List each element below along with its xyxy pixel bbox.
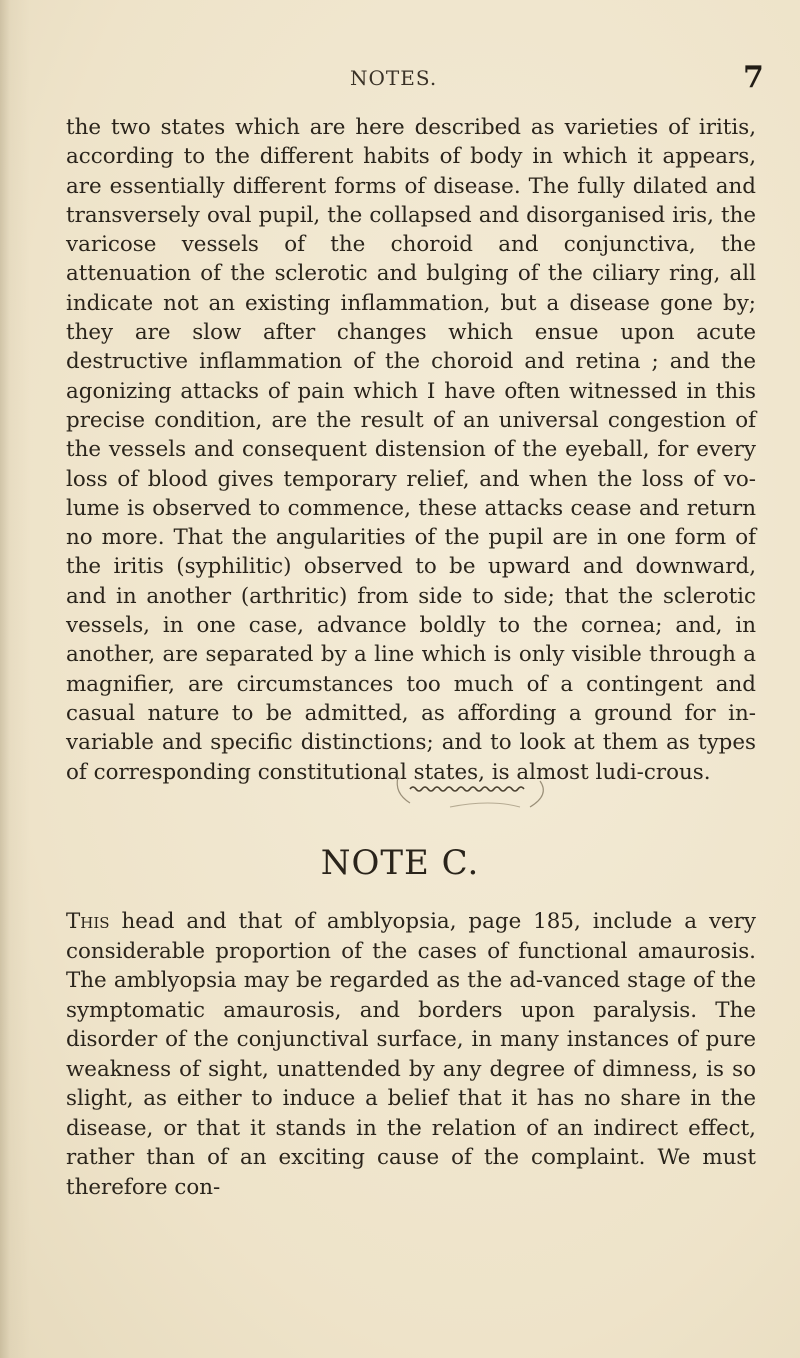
continued-paragraph <box>66 113 756 787</box>
paragraph-text: the two states which are here described as varieties of iritis, according to the different habits of body in which it appears, are essentially different forms of disease. The fully dilated and transversely oval pupil, the collapsed and disorganised iris, the varicose vessels of the choroid and conjunctiva, the attenuation of the sclerotic and bulging of the ciliary ring, all indicate not an existing inflammation, but a disease gone by; they are slow after changes which ensue upon acute destructive inflammation of the choroid and retina ; and the agonizing attacks of pain which I have often witnessed in this precise condition, are the result of an universal congestion of the vessels and consequent distension of the eyeball, for every loss of blood gives temporary relief, and when the loss of vo-lume is observed to commence, these attacks cease and return no more. That the angularities of the pupil are in one form of the iritis (syphilitic) observed to be upward and downward, and in another (arthritic) from side to side; that the sclerotic vessels, in one case, advance boldly to the cornea; and, in another, are separated by a line which is only visible through a magnifier, are circumstances too much of a contingent and casual nature to be admitted, as affording a ground for in-variable and specific distinctions; and to look at them as types of corresponding constitutional states, is almost ludi-crous. <box>66 115 756 785</box>
running-head: NOTES. <box>350 66 438 90</box>
note-lead-word: This <box>66 909 110 934</box>
note-heading: NOTE C. <box>320 843 480 883</box>
decorative-rule-ornament <box>390 773 560 809</box>
page-number: 7 <box>743 60 764 95</box>
note-text: head and that of amblyopsia, page 185, include a very considerable proportion of the cases of functional amaurosis. The amblyopsia may be regarded as the ad-vanced stage of the symptomatic amaurosis, and borders upon paralysis. The disorder of the conjunctival surface, in many instances of pure weakness of sight, unattended by any degree of dimness, is so slight, as either to induce a belief that it has no share in the disease, or that it stands in the relation of an indirect effect, rather than of an exciting cause of the complaint. We must therefore con- <box>66 909 756 1200</box>
page-header <box>0 60 800 96</box>
note-paragraph <box>66 907 756 1202</box>
